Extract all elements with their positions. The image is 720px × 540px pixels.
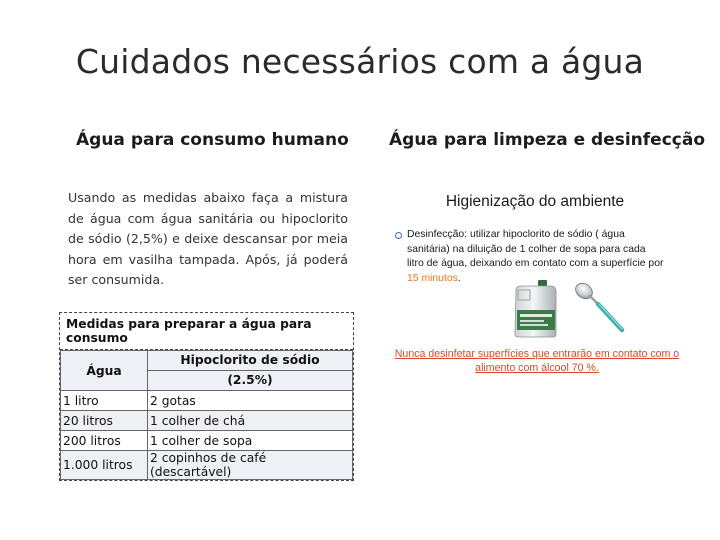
- cell-water: 1 litro: [61, 391, 148, 411]
- right-column-heading: Água para limpeza e desinfecção: [389, 130, 706, 150]
- measures-table-box: [59, 312, 354, 481]
- cell-hypochlorite: 2 gotas: [148, 391, 353, 411]
- cell-water: 1.000 litros: [61, 451, 148, 480]
- contact-time-highlight: 15 minutos: [407, 272, 458, 284]
- table-row: [61, 451, 353, 480]
- bleach-bottle-icon: [510, 278, 560, 338]
- table-header-row: [61, 351, 353, 371]
- cell-hypochlorite: 2 copinhos de café (descartável): [148, 451, 353, 480]
- table-row: [61, 431, 353, 451]
- alcohol-warning: Nunca desinfetar superfícies que entrarão em contato com o alimento com álcool 70 %.: [394, 348, 680, 374]
- cell-water: 20 litros: [61, 411, 148, 431]
- disinfection-end-text: .: [457, 272, 461, 284]
- spoon-icon: [572, 280, 632, 338]
- consumption-instructions: Usando as medidas abaixo faça a mistura de água com água sanitária ou hipoclorito de sódio (2,5%) e deixe descansar por meia hora em vasilha tampada. Após, já poderá ser consumida.: [68, 190, 348, 287]
- measures-table: [60, 350, 353, 480]
- left-column-heading: Água para consumo humano: [76, 130, 349, 150]
- table-row: [61, 391, 353, 411]
- cell-hypochlorite: 1 colher de sopa: [148, 431, 353, 451]
- slide-title: Cuidados necessários com a água: [75, 42, 645, 81]
- disinfection-main-text: Desinfecção: utilizar hipoclorito de sódio ( água sanitária) na diluição de 1 colher de sopa para cada litro de água, deixando em contato com a superfície por: [407, 229, 664, 269]
- cell-water: 200 litros: [61, 431, 148, 451]
- header-hypochlorite-concentration: (2.5%): [148, 371, 353, 391]
- header-water: Água: [61, 351, 148, 391]
- cell-hypochlorite: 1 colher de chá: [148, 411, 353, 431]
- bullet-icon: [395, 232, 402, 239]
- hygiene-panel-title: Higienização do ambiente: [445, 193, 625, 210]
- measures-table-caption: Medidas para preparar a água para consumo: [60, 313, 353, 350]
- header-hypochlorite: Hipoclorito de sódio: [148, 351, 353, 371]
- table-row: [61, 411, 353, 431]
